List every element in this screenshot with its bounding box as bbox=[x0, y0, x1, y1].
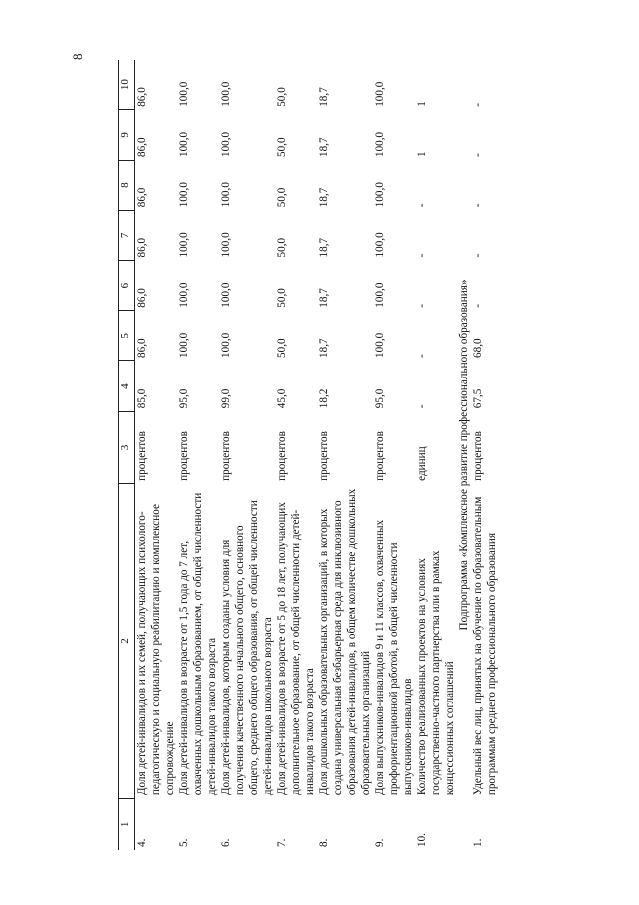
row-value: 86,0 bbox=[136, 237, 148, 258]
row-value: 99,0 bbox=[220, 388, 232, 409]
row-indicator: Доля детей-инвалидов в возрасте от 1,5 года до 7 лет, охваченных дошкольным образованием, от общей численности детей-инвалидов такого возраста bbox=[178, 492, 218, 796]
header-col-9: 9 bbox=[119, 110, 135, 160]
row-value: 95,0 bbox=[374, 388, 386, 409]
row-value: 50,0 bbox=[276, 137, 288, 158]
row-value: 100,0 bbox=[374, 282, 386, 308]
row-value: 86,0 bbox=[136, 338, 148, 358]
row-unit: процентов bbox=[178, 431, 190, 481]
row-value: - bbox=[416, 303, 428, 308]
table-header-row bbox=[119, 60, 135, 850]
header-col-8: 8 bbox=[119, 160, 135, 210]
row-value: 67,5 bbox=[472, 388, 484, 409]
row-number: 7. bbox=[276, 838, 288, 847]
row-value: 18,7 bbox=[318, 288, 330, 308]
row-number: 5. bbox=[178, 838, 190, 847]
row-value: 100,0 bbox=[178, 282, 190, 308]
row-value: 50,0 bbox=[276, 187, 288, 208]
row-number: 9. bbox=[374, 838, 386, 847]
row-indicator: Доля детей-инвалидов, которым созданы условия для получения качественного начального общего, основного общего, среднего общего образования, от общей численности детей-инвалидов школьного возраста bbox=[220, 500, 274, 796]
row-number: 8. bbox=[318, 838, 330, 847]
table-row bbox=[471, 60, 499, 850]
row-value: 100,0 bbox=[178, 131, 190, 158]
row-value: - bbox=[472, 203, 484, 208]
row-value: 100,0 bbox=[374, 182, 386, 208]
row-indicator: Доля детей-инвалидов в возрасте от 5 до 18 лет, получающих дополнительное образование, от общей численности детей-инвалидов такого возраста bbox=[276, 502, 316, 796]
subprogram-title-row bbox=[457, 60, 471, 850]
header-col-10: 10 bbox=[119, 60, 135, 110]
row-value: 18,7 bbox=[318, 87, 330, 107]
row-indicator: Доля выпускников-инвалидов 9 и 11 классов, охваченных профориентационной работой, в общей численности выпускников-инвалидов bbox=[374, 519, 414, 796]
row-indicator: Удельный вес лиц, принятых на обучение по образовательным программам среднего профессионального образования bbox=[472, 496, 498, 796]
row-value: - bbox=[472, 253, 484, 258]
row-value: 86,0 bbox=[136, 187, 148, 208]
row-value: 86,0 bbox=[136, 288, 148, 308]
header-col-4: 4 bbox=[119, 361, 135, 411]
row-value: 100,0 bbox=[178, 182, 190, 208]
row-value: 68,0 bbox=[472, 338, 484, 358]
row-number: 4. bbox=[136, 838, 148, 847]
row-value: - bbox=[416, 404, 428, 409]
row-value: 100,0 bbox=[178, 332, 190, 358]
row-value: 100,0 bbox=[220, 81, 232, 107]
header-col-1: 1 bbox=[119, 798, 135, 850]
row-value: - bbox=[416, 253, 428, 258]
row-value: 100,0 bbox=[374, 81, 386, 107]
row-indicator: Количество реализованных проектов на условиях государственно-частного партнерства или в рамках концессионных соглашений bbox=[416, 550, 456, 796]
row-value: 50,0 bbox=[276, 237, 288, 258]
row-unit: единиц bbox=[416, 446, 428, 481]
table-row bbox=[219, 60, 275, 850]
row-value: - bbox=[416, 203, 428, 208]
table-row bbox=[317, 60, 373, 850]
row-value: 85,0 bbox=[136, 388, 148, 409]
row-unit: процентов bbox=[276, 431, 288, 481]
table-row bbox=[135, 60, 178, 850]
row-value: 18,7 bbox=[318, 338, 330, 358]
row-value: 18,7 bbox=[318, 137, 330, 158]
row-number: 10. bbox=[416, 833, 428, 847]
row-value: 50,0 bbox=[276, 338, 288, 358]
table-row bbox=[373, 60, 415, 850]
page-number: 8 bbox=[70, 53, 85, 60]
row-unit: процентов bbox=[136, 431, 148, 481]
row-value: 100,0 bbox=[178, 81, 190, 107]
row-unit: процентов bbox=[472, 431, 484, 481]
row-value: 50,0 bbox=[276, 87, 288, 107]
row-value: 100,0 bbox=[220, 182, 232, 208]
row-value: 100,0 bbox=[220, 332, 232, 358]
row-value: - bbox=[416, 354, 428, 358]
row-indicator: Доля дошкольных образовательных организаций, в которых создана универсальная безбарьерная среда для инклюзивного образования детей-инвалидов, в общем количестве дошкольных образовательных организаций bbox=[318, 488, 372, 796]
row-value: 18,7 bbox=[318, 187, 330, 208]
row-value: 100,0 bbox=[178, 232, 190, 258]
row-indicator: Доля детей-инвалидов и их семей, получающих психолого-педагогическую и социальную реабилитацию и комплексное сопровождение bbox=[136, 504, 176, 796]
row-unit: процентов bbox=[220, 431, 232, 481]
row-value: - bbox=[472, 153, 484, 158]
header-col-2: 2 bbox=[119, 484, 135, 798]
row-value: - bbox=[472, 103, 484, 107]
header-col-5: 5 bbox=[119, 311, 135, 361]
row-value: 50,0 bbox=[276, 288, 288, 308]
header-col-6: 6 bbox=[119, 260, 135, 310]
row-value: 100,0 bbox=[374, 232, 386, 258]
header-col-7: 7 bbox=[119, 210, 135, 260]
row-unit: процентов bbox=[318, 431, 330, 481]
table-row bbox=[415, 60, 457, 850]
row-value: 100,0 bbox=[220, 282, 232, 308]
row-value: 100,0 bbox=[220, 232, 232, 258]
row-value: 45,0 bbox=[276, 388, 288, 409]
table-row bbox=[177, 60, 219, 850]
row-value: 18,7 bbox=[318, 237, 330, 258]
row-value: 100,0 bbox=[374, 332, 386, 358]
subprogram-title: Подпрограмма «Комплексное развитие профессионального образования» bbox=[458, 279, 470, 631]
row-number: 6. bbox=[220, 838, 232, 847]
row-value: 100,0 bbox=[220, 131, 232, 158]
row-unit: процентов bbox=[374, 431, 386, 481]
row-value: 86,0 bbox=[136, 137, 148, 158]
row-value: 18,2 bbox=[318, 388, 330, 409]
table-row bbox=[275, 60, 317, 850]
indicators-table bbox=[118, 60, 499, 850]
row-value: 1 bbox=[416, 101, 428, 107]
header-col-3: 3 bbox=[119, 411, 135, 484]
row-value: 100,0 bbox=[374, 131, 386, 158]
row-value: 1 bbox=[416, 151, 428, 158]
row-value: 95,0 bbox=[178, 388, 190, 409]
row-value: 86,0 bbox=[136, 87, 148, 107]
row-value: - bbox=[472, 303, 484, 308]
row-number: 1. bbox=[472, 838, 484, 847]
rotated-table-container bbox=[118, 60, 628, 850]
